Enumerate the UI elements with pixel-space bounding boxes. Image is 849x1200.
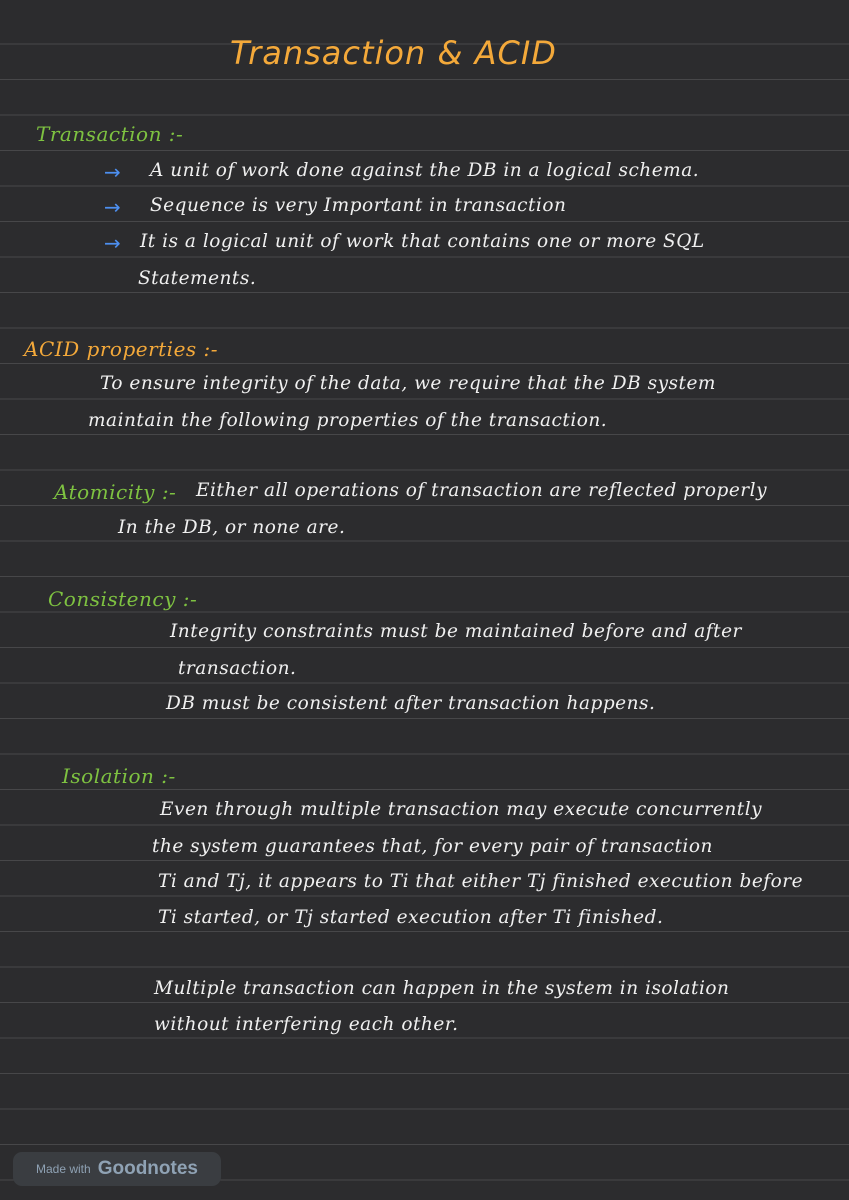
atomicity-heading: Atomicity :- bbox=[54, 480, 177, 504]
badge-prefix: Made with bbox=[36, 1162, 91, 1176]
transaction-point: Sequence is very Important in transaction bbox=[150, 195, 567, 216]
atomicity-line: Either all operations of transaction are reflected properly bbox=[196, 480, 768, 501]
atomicity-line: In the DB, or none are. bbox=[118, 517, 346, 538]
goodnotes-logo: Goodnotes bbox=[97, 1158, 198, 1179]
consistency-line: Integrity constraints must be maintained before and after bbox=[170, 621, 742, 642]
page-title: Transaction & ACID bbox=[230, 34, 557, 72]
made-with-goodnotes-badge[interactable] bbox=[13, 1152, 221, 1186]
isolation-line: Multiple transaction can happen in the system in isolation bbox=[154, 978, 730, 999]
consistency-line: DB must be consistent after transaction happens. bbox=[166, 693, 656, 714]
isolation-line: the system guarantees that, for every pair of transaction bbox=[152, 836, 713, 857]
isolation-line: Ti and Tj, it appears to Ti that either Tj finished execution before bbox=[158, 871, 804, 892]
acid-line: To ensure integrity of the data, we require that the DB system bbox=[100, 373, 716, 394]
acid-line: maintain the following properties of the transaction. bbox=[88, 410, 608, 431]
arrow-right-icon: → bbox=[104, 160, 121, 184]
isolation-line: Ti started, or Tj started execution after Ti finished. bbox=[158, 907, 664, 928]
transaction-continuation: Statements. bbox=[138, 268, 257, 289]
arrow-right-icon: → bbox=[104, 195, 121, 219]
arrow-right-icon: → bbox=[104, 231, 121, 255]
isolation-line: Even through multiple transaction may execute concurrently bbox=[160, 799, 763, 820]
consistency-heading: Consistency :- bbox=[48, 587, 198, 611]
consistency-line: transaction. bbox=[178, 658, 297, 679]
transaction-point: A unit of work done against the DB in a logical schema. bbox=[150, 160, 700, 181]
acid-heading: ACID properties :- bbox=[24, 337, 219, 361]
isolation-line: without interfering each other. bbox=[154, 1014, 459, 1035]
transaction-heading: Transaction :- bbox=[36, 122, 184, 146]
isolation-heading: Isolation :- bbox=[62, 764, 176, 788]
transaction-point: It is a logical unit of work that contains one or more SQL bbox=[140, 231, 705, 252]
